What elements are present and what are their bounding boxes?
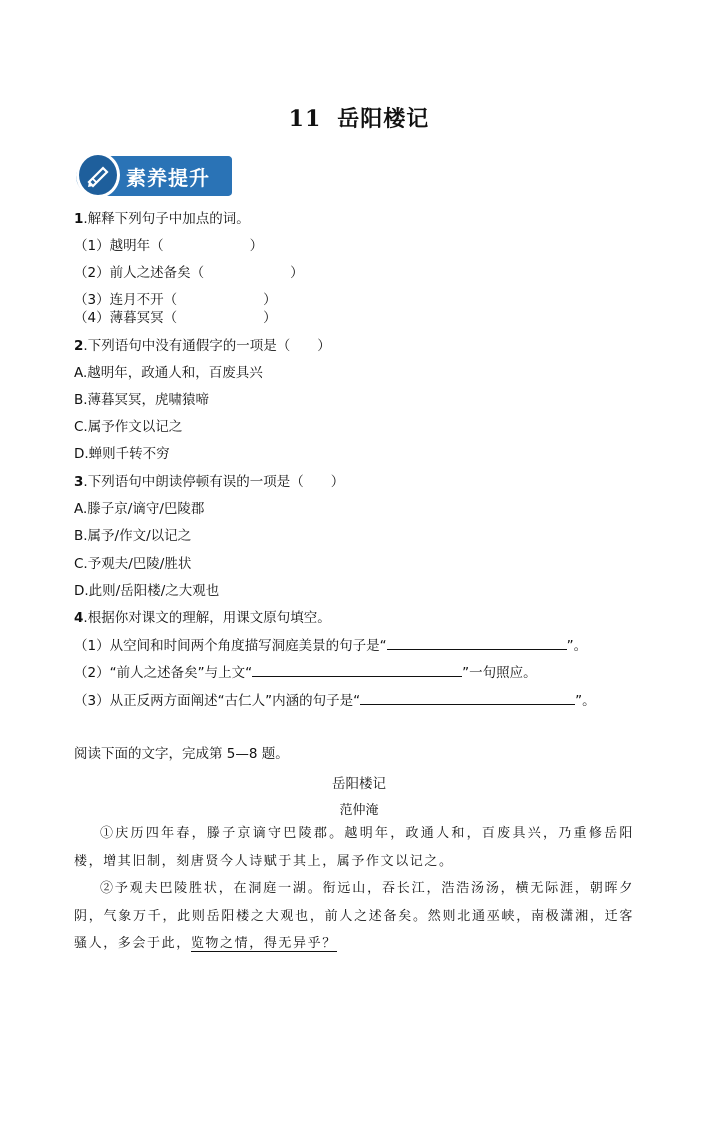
q3-stem: 3.下列语句中朗读停顿有误的一项是（ ） (74, 474, 345, 490)
reading-intro: 阅读下面的文字，完成第 5—8 题。 (74, 746, 289, 762)
lesson-title: 岳阳楼记 (337, 106, 430, 132)
q2-option-a: A.越明年，政通人和，百废具兴 (74, 365, 263, 381)
q3-option-b: B.属予/作文/以记之 (74, 528, 192, 544)
page-title (0, 102, 718, 133)
passage-author: 范仲淹 (339, 803, 379, 818)
q2-stem: 2.下列语句中没有通假字的一项是（ ） (74, 338, 331, 354)
paragraph-2: ②予观夫巴陵胜状，在洞庭一湖。衔远山，吞长江，浩浩汤汤，横无际涯，朝晖夕阴，气象万千，此则岳阳楼之大观也，前人之述备矣。然则北通巫峡，南极潇湘，迁客骚人，多会于此，览物之情，得无异乎？ (74, 881, 634, 951)
passage-title: 岳阳楼记 (332, 776, 386, 792)
q1-item-2: （2）前人之述备矣（ ） (74, 265, 304, 281)
q1-item-4: （4）薄暮冥冥（ ） (74, 310, 277, 326)
q2-option-c: C.属予作文以记之 (74, 419, 183, 435)
q3-option-d: D.此则/岳阳楼/之大观也 (74, 583, 220, 599)
q4-item-3: （3）从正反两方面阐述“古仁人”内涵的句子是“ ”。 (74, 693, 596, 709)
q3-option-c: C.予观夫/巴陵/胜状 (74, 556, 192, 572)
lesson-number: 11 (288, 106, 322, 132)
q2-option-b: B.薄暮冥冥，虎啸猿啼 (74, 392, 210, 408)
q4-item-2: （2）“前人之述备矣”与上文“ ”一句照应。 (74, 665, 537, 681)
q1-item-3: （3）连月不开（ ） (74, 292, 277, 308)
answer-blank[interactable] (360, 691, 575, 705)
q1-stem: 1.解释下列句子中加点的词。 (74, 211, 250, 227)
badge-label: 素养提升 (126, 166, 210, 190)
q2-option-d: D.蝉则千转不穷 (74, 446, 170, 462)
section-badge (76, 152, 232, 198)
q1-item-1: （1）越明年（ ） (74, 238, 264, 254)
pen-icon (76, 152, 120, 198)
underlined-sentence: 览物之情，得无异乎？ (190, 936, 337, 951)
q4-stem: 4.根据你对课文的理解，用课文原句填空。 (74, 610, 331, 626)
answer-blank[interactable] (387, 636, 567, 650)
q3-option-a: A.滕子京/谪守/巴陵郡 (74, 501, 205, 517)
passage-body (74, 820, 634, 958)
q4-item-1: （1）从空间和时间两个角度描写洞庭美景的句子是“ ”。 (74, 638, 588, 654)
answer-blank[interactable] (252, 663, 462, 677)
paragraph-1: ①庆历四年春，滕子京谪守巴陵郡。越明年，政通人和，百废具兴，乃重修岳阳楼，增其旧制，刻唐贤今人诗赋于其上，属予作文以记之。 (74, 826, 634, 869)
